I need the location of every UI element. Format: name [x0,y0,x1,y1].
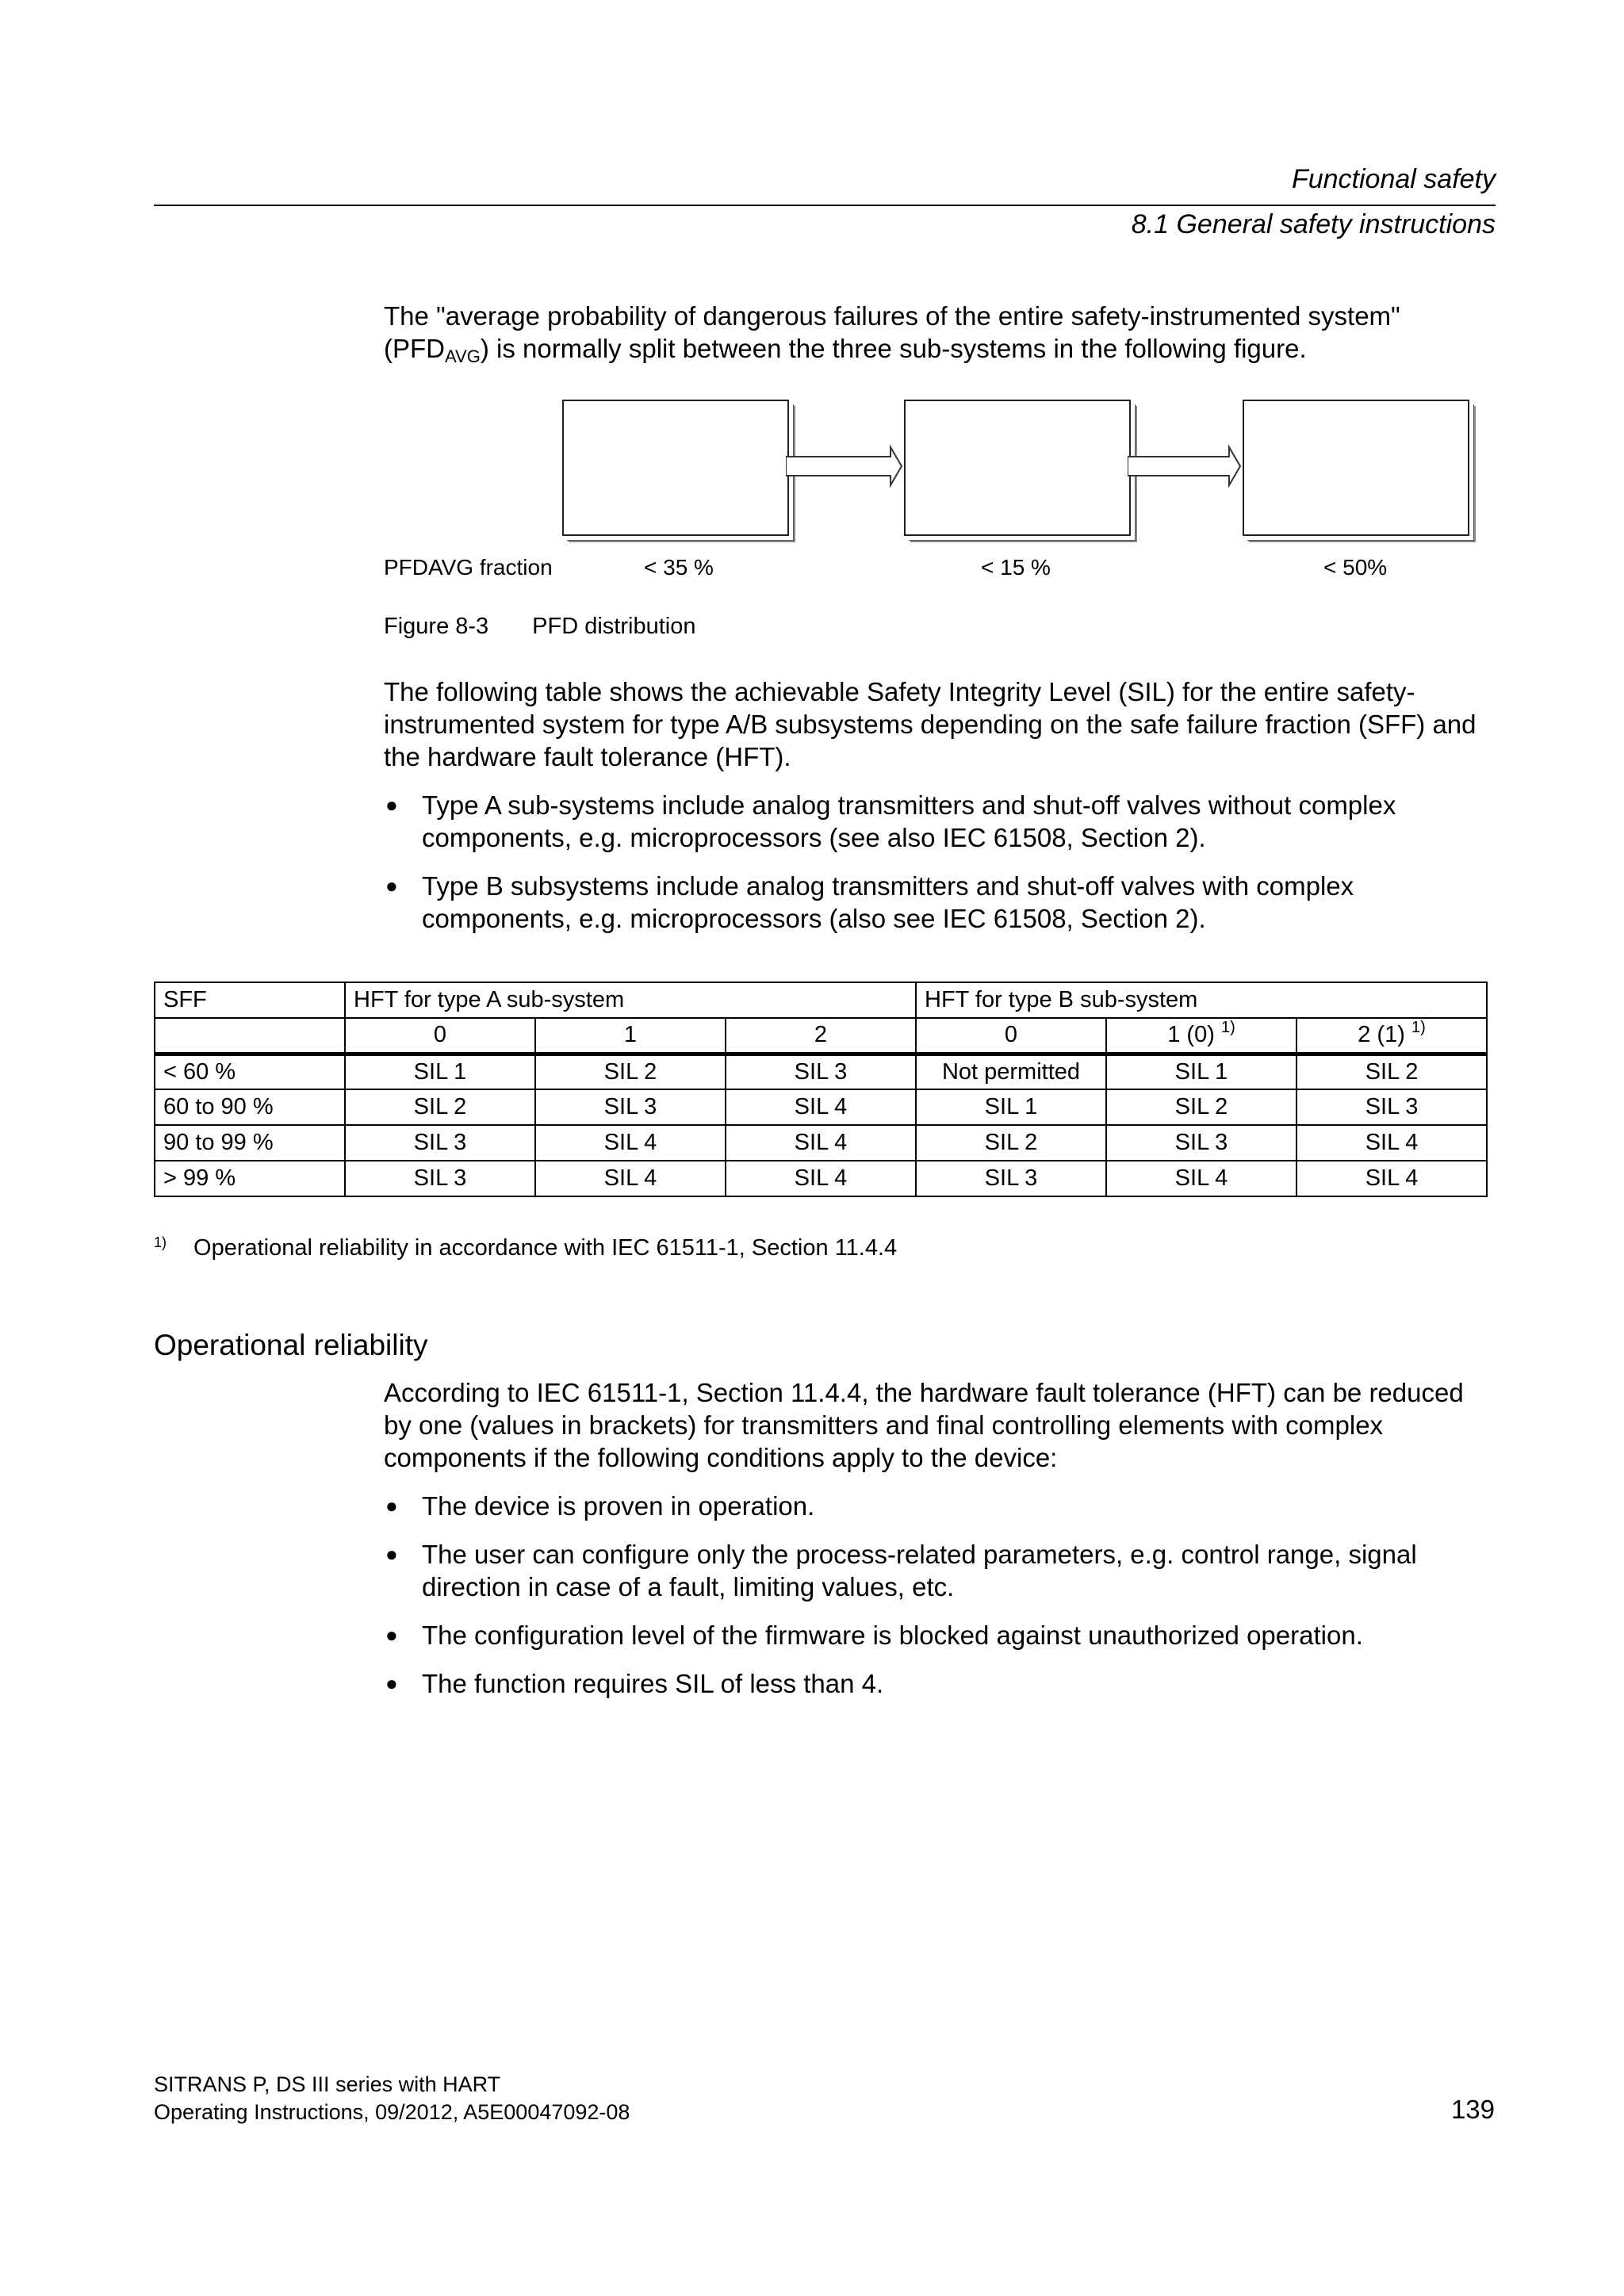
intro-text-before: The "average probability of dangerous failures of the entire safety-instrumented system" (PFD [384,301,1400,363]
header-b-1-label: 1 (0) [1167,1022,1215,1048]
header-hft-type-b: HFT for type B sub-system [916,982,1487,1018]
table-cell: SIL 2 [1106,1089,1297,1125]
row-sff: > 99 % [155,1161,345,1196]
table-cell: SIL 1 [916,1089,1106,1125]
figure-number: Figure 8-3 [384,614,489,639]
footer-document: Operating Instructions, 09/2012, A5E00047092-08 [154,2100,630,2124]
header-a-0: 0 [345,1018,535,1054]
page-number: 139 [1450,2095,1495,2124]
footnote-ref: 1) [1220,1019,1235,1037]
table-cell: SIL 3 [726,1054,916,1089]
table-row [155,1125,1487,1161]
table-cell: SIL 1 [1106,1054,1297,1089]
pfd-fraction-actuator: < 50% [1323,555,1388,580]
header-rule [154,205,1496,206]
table-header-row [155,982,1487,1018]
header-section: 8.1 General safety instructions [1131,209,1496,239]
op-reliability-body [384,1376,1494,1700]
bullet-text: complex components, e.g. microprocessors (see also IEC 61508, Section 2). [422,790,1396,852]
list-item: ● The user can configure only the process-related parameters, e.g. control range, signal direction in case of a fault, limiting values, etc. [384,1538,1494,1603]
table-cell: SIL 1 [345,1054,535,1089]
table-cell: Not permitted [916,1054,1106,1089]
table-cell: SIL 4 [1297,1125,1487,1161]
table-row [155,1054,1487,1089]
table-cell: SIL 4 [535,1161,726,1196]
row-sff: < 60 % [155,1054,345,1089]
table-cell: SIL 3 [916,1161,1106,1196]
footer-product: SITRANS P, DS III series with HART [154,2072,501,2096]
list-item: ● The function requires SIL of less than 4. [384,1667,1494,1700]
pfd-fraction-label: PFDAVG fraction [384,555,553,580]
table-cell: SIL 3 [345,1125,535,1161]
table-cell: SIL 2 [916,1125,1106,1161]
figure-title: PFD distribution [532,614,696,639]
table-intro [384,675,1494,935]
bullet-text: Type B subsystems include analog transmitters and shut-off valves [422,871,1203,901]
table-cell: SIL 3 [1106,1125,1297,1161]
row-sff: 60 to 90 % [155,1089,345,1125]
table-cell: SIL 4 [1297,1161,1487,1196]
header-b-1 [1106,1018,1297,1054]
row-sff: 90 to 99 % [155,1125,345,1161]
table-cell: SIL 4 [726,1089,916,1125]
subsystem-type-list [384,789,1494,935]
bullet-text: complex components, e.g. microprocessors (also see IEC 61508, Section 2). [422,871,1354,933]
subsystem-box-sensor [562,400,789,536]
table-footnote [154,1235,897,1261]
list-item: ● The configuration level of the firmware is blocked against unauthorized operation. [384,1619,1494,1651]
table-row [155,1161,1487,1196]
header-chapter: Functional safety [1291,164,1496,194]
flow-arrow-2 [1128,444,1243,488]
bullet-emphasis: with [1202,871,1250,901]
subsystem-box-actuator [1243,400,1469,536]
list-item: ● The device is proven in operation. [384,1490,1494,1522]
header-b-2-label: 2 (1) [1358,1022,1405,1048]
subsystem-box-logic [904,400,1131,536]
page-footer [154,2071,630,2126]
header-a-2: 2 [726,1018,916,1054]
flow-arrow-1 [786,444,904,488]
table-cell: SIL 4 [726,1125,916,1161]
table-cell: SIL 4 [535,1125,726,1161]
op-reliability-text: According to IEC 61511-1, Section 11.4.4, the hardware fault tolerance (HFT) can be reduced by one (values in brackets) for transmitters and final controlling elements with complex components if the following conditions apply to the device: [384,1378,1464,1472]
header-sff: SFF [155,982,345,1018]
table-subheader-row [155,1018,1487,1054]
table-cell: SIL 3 [535,1089,726,1125]
bullet-text: Type A sub-systems include analog transmitters and shut-off valves [422,790,1208,820]
table-row [155,1089,1487,1125]
header-b-2 [1297,1018,1487,1054]
table-cell: SIL 4 [1106,1161,1297,1196]
header-b-0: 0 [916,1018,1106,1054]
table-cell: SIL 3 [1297,1089,1487,1125]
intro-paragraph [384,300,1494,365]
footnote-text: Operational reliability in accordance with IEC 61511-1, Section 11.4.4 [193,1235,898,1261]
header-empty [155,1018,345,1054]
header-hft-type-a: HFT for type A sub-system [345,982,916,1018]
figure-caption [384,614,695,640]
intro-text-after: ) is normally split between the three sub-systems in the following figure. [480,334,1307,363]
condition-list [384,1490,1494,1700]
footnote-mark: 1) [154,1234,167,1250]
pfd-fraction-logic: < 15 % [981,555,1051,580]
table-cell: SIL 3 [345,1161,535,1196]
table-cell: SIL 2 [345,1089,535,1125]
pfd-fraction-sensor: < 35 % [644,555,714,580]
header-a-1: 1 [535,1018,726,1054]
table-cell: SIL 4 [726,1161,916,1196]
sil-table [154,982,1488,1197]
list-item [384,789,1494,854]
table-intro-text: The following table shows the achievable Safety Integrity Level (SIL) for the entire safety-instrumented system for type A/B subsystems depending on the safe failure fraction (SFF) and the hardware fault tolerance (HFT). [384,677,1477,771]
footnote-ref: 1) [1411,1019,1426,1037]
table-cell: SIL 2 [1297,1054,1487,1089]
bullet-emphasis: without [1208,790,1292,820]
table-cell: SIL 2 [535,1054,726,1089]
intro-subscript: AVG [445,346,481,366]
list-item [384,870,1494,935]
section-heading: Operational reliability [154,1329,428,1361]
